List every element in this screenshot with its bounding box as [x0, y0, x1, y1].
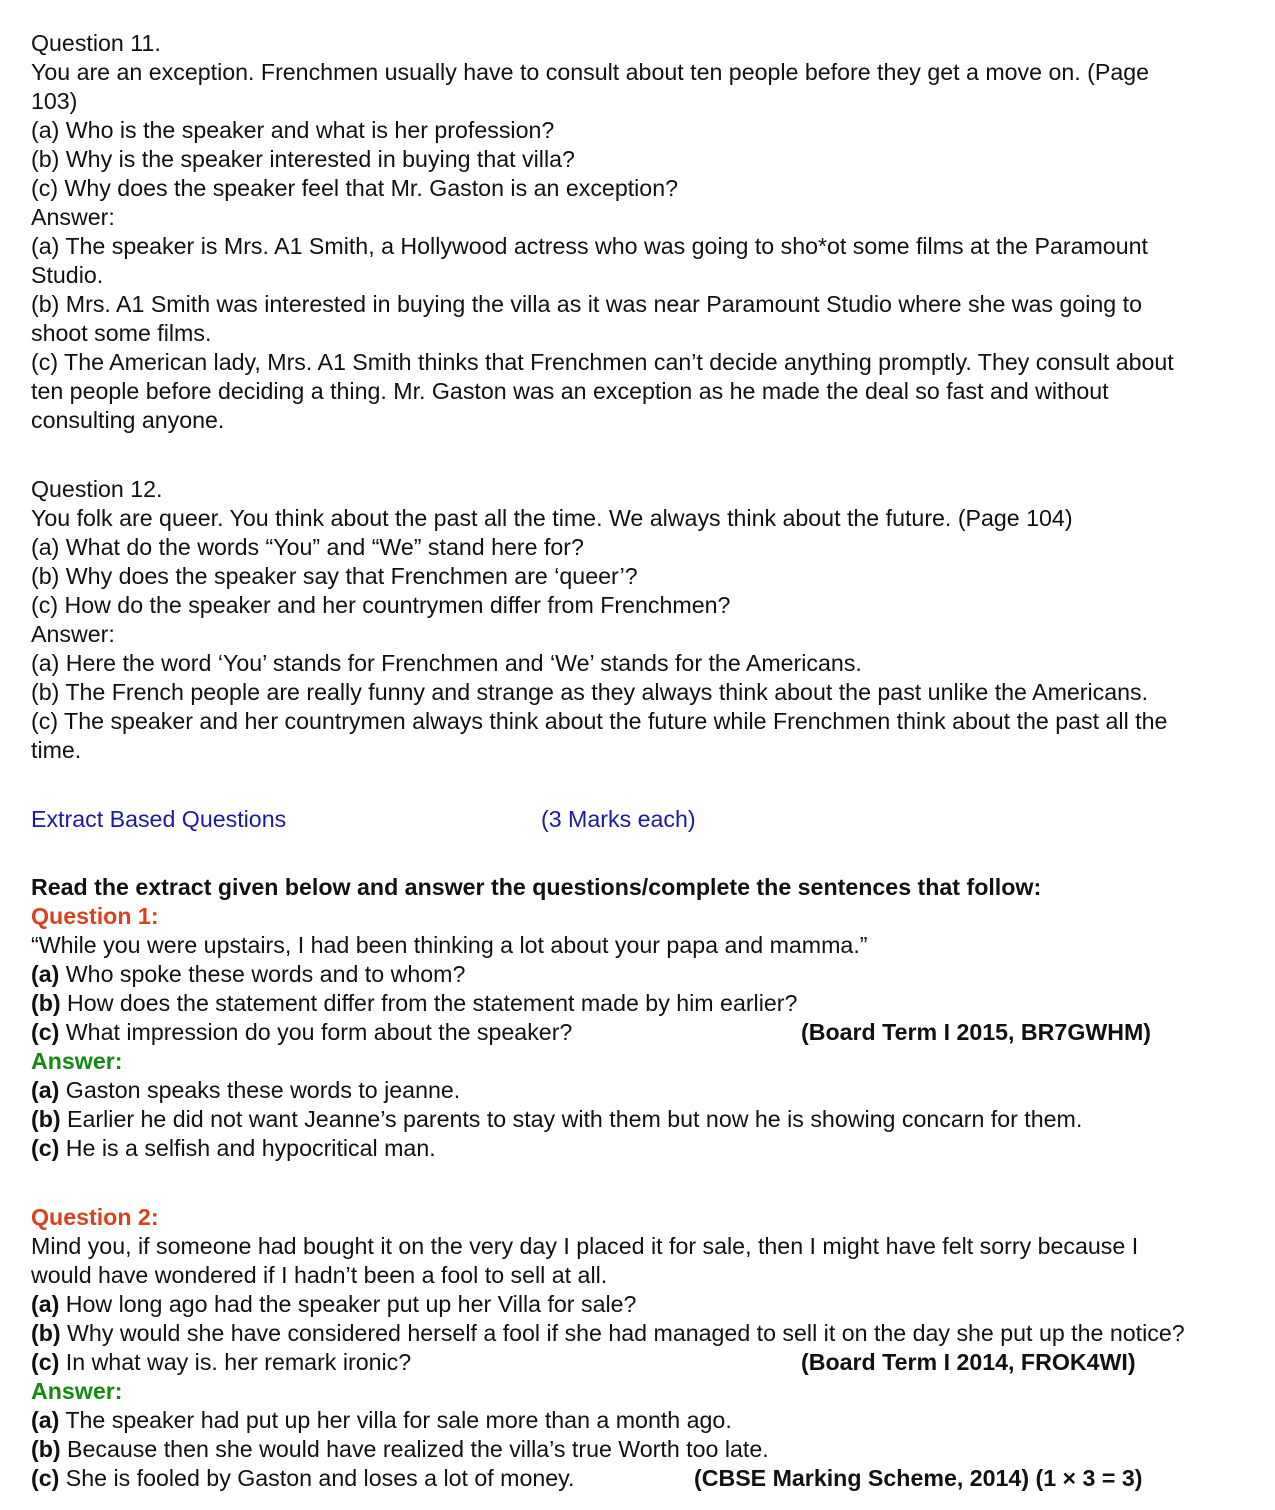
- extract-question-2-text-line-2: would have wondered if I hadn’t been a fool to sell at all.: [31, 1262, 608, 1288]
- extract-question-1-answer-b: [31, 1105, 1244, 1134]
- question-12-answer-label: Answer:: [31, 621, 115, 647]
- part-b-label: (b): [31, 990, 61, 1016]
- extract-question-1-part-a: [31, 960, 1244, 989]
- answer-c-label: (c): [31, 1465, 60, 1491]
- extract-question-1-part-c: [31, 1018, 1244, 1047]
- part-b-label: (b): [31, 1320, 61, 1346]
- question-11-answer-c-line-1: (c) The American lady, Mrs. A1 Smith thinks that Frenchmen can’t decide anything promptly. They consult about: [31, 349, 1174, 375]
- extract-question-1-answer-label: Answer:: [31, 1048, 123, 1074]
- part-a-text: How long ago had the speaker put up her Villa for sale?: [59, 1291, 637, 1317]
- question-11-answer-c-line-2: ten people before deciding a thing. Mr. Gaston was an exception as he made the deal so fast and without: [31, 378, 1109, 404]
- question-12-prompt: You folk are queer. You think about the past all the time. We always think about the future. (Page 104): [31, 505, 1073, 531]
- answer-b-text: Because then she would have realized the villa’s true Worth too late.: [60, 1436, 769, 1462]
- question-12-answer-c-line-2: time.: [31, 737, 82, 763]
- question-11-part-a: (a) Who is the speaker and what is her profession?: [31, 117, 555, 143]
- question-12-answer-b: (b) The French people are really funny and strange as they always think about the past unlike the Americans.: [31, 679, 1149, 705]
- answer-a-text: The speaker had put up her villa for sale more than a month ago.: [59, 1407, 732, 1433]
- extract-question-2-part-b: [31, 1319, 1244, 1348]
- extract-question-1-answer-c: [31, 1134, 1244, 1163]
- part-c-label: (c): [31, 1019, 60, 1045]
- question-11-title: Question 11.: [31, 30, 161, 56]
- extract-question-2-source: (Board Term I 2014, FROK4WI): [801, 1349, 1136, 1375]
- section-instruction: Read the extract given below and answer the questions/complete the sentences that follow:: [31, 874, 1042, 900]
- extract-question-1-answer-a: [31, 1076, 1244, 1105]
- answer-a-label: (a): [31, 1077, 60, 1103]
- question-11-answer-a-line-2: Studio.: [31, 262, 104, 288]
- extract-question-2-answer-c: [31, 1464, 1244, 1493]
- spacer: [31, 834, 1244, 873]
- question-11-part-b: (b) Why is the speaker interested in buying that villa?: [31, 146, 575, 172]
- answer-a-text: Gaston speaks these words to jeanne.: [59, 1077, 461, 1103]
- extract-question-2-answer-label: Answer:: [31, 1378, 123, 1404]
- spacer: [31, 1163, 1244, 1203]
- part-a-text: Who spoke these words and to whom?: [59, 961, 466, 987]
- extract-question-2-part-a: [31, 1290, 1244, 1319]
- spacer: [31, 435, 1244, 475]
- extract-question-2-text-line-1: Mind you, if someone had bought it on the very day I placed it for sale, then I might have felt sorry because I: [31, 1233, 1139, 1259]
- extract-question-2-part-c: [31, 1348, 1244, 1377]
- question-11-prompt-line-2: 103): [31, 88, 78, 114]
- part-c-text: What impression do you form about the speaker?: [59, 1019, 573, 1045]
- extract-question-1-title: Question 1:: [31, 903, 159, 929]
- answer-b-text: Earlier he did not want Jeanne’s parents to stay with them but now he is showing concarn for them.: [60, 1106, 1083, 1132]
- section-heading: Extract Based Questions: [31, 806, 287, 832]
- question-12-part-c: (c) How do the speaker and her countrymen differ from Frenchmen?: [31, 592, 731, 618]
- extract-question-2-answer-b: [31, 1435, 1244, 1464]
- extract-question-2-title: Question 2:: [31, 1204, 159, 1230]
- question-12-part-b: (b) Why does the speaker say that Frenchmen are ‘queer’?: [31, 563, 638, 589]
- section-marks: (3 Marks each): [541, 806, 696, 832]
- question-11-answer-c-line-3: consulting anyone.: [31, 407, 225, 433]
- part-b-text: Why would she have considered herself a fool if she had managed to sell it on the day she put up the notice?: [60, 1320, 1185, 1346]
- question-11-answer-label: Answer:: [31, 204, 115, 230]
- question-11-answer-b-line-1: (b) Mrs. A1 Smith was interested in buying the villa as it was near Paramount Studio where she was going to: [31, 291, 1142, 317]
- section-heading-row: [31, 805, 1244, 834]
- answer-c-label: (c): [31, 1135, 60, 1161]
- part-a-label: (a): [31, 1291, 60, 1317]
- answer-b-label: (b): [31, 1436, 61, 1462]
- extract-question-2-marking-scheme: (CBSE Marking Scheme, 2014) (1 × 3 = 3): [694, 1465, 1143, 1491]
- answer-b-label: (b): [31, 1106, 61, 1132]
- part-c-label: (c): [31, 1349, 60, 1375]
- extract-question-1-text: “While you were upstairs, I had been thinking a lot about your papa and mamma.”: [31, 932, 868, 958]
- question-11-part-c: (c) Why does the speaker feel that Mr. Gaston is an exception?: [31, 175, 678, 201]
- question-12-answer-a: (a) Here the word ‘You’ stands for Frenchmen and ‘We’ stands for the Americans.: [31, 650, 862, 676]
- extract-question-2-answer-a: [31, 1406, 1244, 1435]
- part-a-label: (a): [31, 961, 60, 987]
- extract-question-1-source: (Board Term I 2015, BR7GWHM): [801, 1019, 1152, 1045]
- extract-question-1-part-b: [31, 989, 1244, 1018]
- question-11-answer-b-line-2: shoot some films.: [31, 320, 212, 346]
- question-11-answer-a-line-1: (a) The speaker is Mrs. A1 Smith, a Hollywood actress who was going to sho*ot some films at the Paramount: [31, 233, 1148, 259]
- answer-a-label: (a): [31, 1407, 60, 1433]
- question-12-part-a: (a) What do the words “You” and “We” stand here for?: [31, 534, 584, 560]
- question-12-title: Question 12.: [31, 476, 163, 502]
- part-c-text: In what way is. her remark ironic?: [59, 1349, 412, 1375]
- part-b-text: How does the statement differ from the statement made by him earlier?: [60, 990, 798, 1016]
- question-12-answer-c-line-1: (c) The speaker and her countrymen always think about the future while Frenchmen think about the past all the: [31, 708, 1168, 734]
- answer-c-text: He is a selfish and hypocritical man.: [59, 1135, 436, 1161]
- answer-c-text: She is fooled by Gaston and loses a lot of money.: [59, 1465, 575, 1491]
- question-11-prompt-line-1: You are an exception. Frenchmen usually have to consult about ten people before they get a move on. (Page: [31, 59, 1150, 85]
- spacer: [31, 765, 1244, 805]
